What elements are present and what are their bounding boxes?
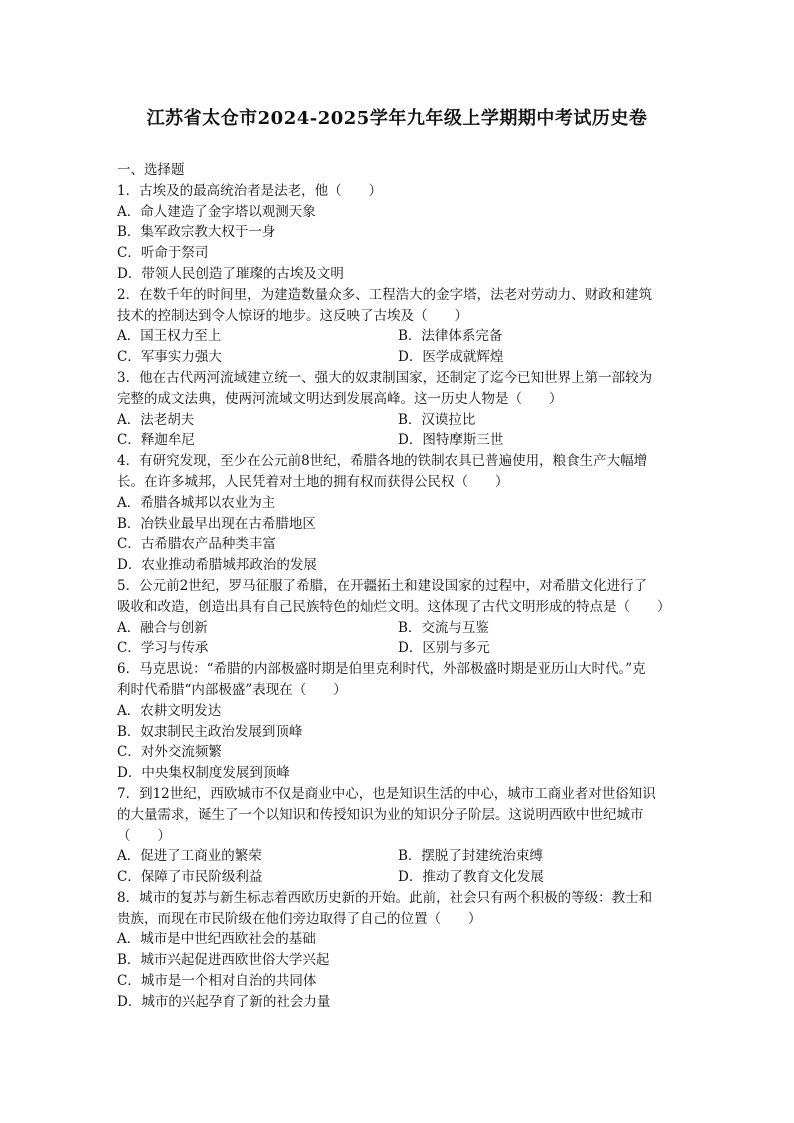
question-2-stem-line2: 技术的控制达到令人惊讶的地步。这反映了古埃及（ ） <box>117 307 468 324</box>
question-3-option-a: A．法老胡夫 <box>117 411 195 428</box>
exam-content <box>117 160 679 1013</box>
question-6 <box>117 659 679 784</box>
question-6-option-c: C．对外交流频繁 <box>117 744 222 761</box>
question-6-stem-line1: 6．马克思说：“希腊的内部极盛时期是伯里克利时代，外部极盛时期是亚历山大时代。”克 <box>117 661 646 678</box>
question-4-stem-line2: 长。在许多城邦，人民凭着对土地的拥有权而获得公民权（ ） <box>117 473 509 490</box>
question-5-option-b: B．交流与互鉴 <box>398 619 489 636</box>
question-5-option-d: D．区别与多元 <box>398 640 490 657</box>
question-7-stem-line1: 7．到12世纪，西欧城市不仅是商业中心，也是知识生活的中心，城市工商业者对世俗知识 <box>117 785 656 802</box>
question-6-option-d: D．中央集权制度发展到顶峰 <box>117 765 290 782</box>
question-7-option-d: D．推动了教育文化发展 <box>398 869 544 886</box>
question-6-option-b: B．奴隶制民主政治发展到顶峰 <box>117 723 303 740</box>
question-4-option-d: D．农业推动希腊城邦政治的发展 <box>117 557 317 574</box>
question-5-options-row2 <box>117 638 679 659</box>
question-6-stem-line2: 利时代希腊“内部极盛”表现在（ ） <box>117 681 347 698</box>
question-7-options-row2 <box>117 867 679 888</box>
question-4-stem-line1: 4．有研究发现，至少在公元前8世纪，希腊各地的铁制农具已普遍使用，粮食生产大幅增 <box>117 453 648 470</box>
question-3-option-b: B．汉谟拉比 <box>398 411 476 428</box>
question-2-option-c: C．军事实力强大 <box>117 349 222 366</box>
question-4 <box>117 451 679 576</box>
question-5-stem-line2: 吸收和改造，创造出具有自己民族特色的灿烂文明。这体现了古代文明形成的特点是（ ） <box>117 598 671 615</box>
question-2-options-row1 <box>117 326 679 347</box>
question-2-option-d: D．医学成就辉煌 <box>398 349 504 366</box>
question-1-option-a: A．命人建造了金字塔以观测天象 <box>117 203 316 220</box>
question-1-option-c: C．听命于祭司 <box>117 245 209 262</box>
question-3 <box>117 368 679 451</box>
page-title: 江苏省太仓市2024-2025学年九年级上学期期中考试历史卷 <box>146 108 648 129</box>
question-3-options-row1 <box>117 410 679 431</box>
question-3-option-d: D．图特摩斯三世 <box>398 432 504 449</box>
question-4-option-a: A．希腊各城邦以农业为主 <box>117 494 276 511</box>
question-2 <box>117 285 679 368</box>
question-7-option-c: C．保障了市民阶级利益 <box>117 869 263 886</box>
question-1 <box>117 181 679 285</box>
question-2-option-a: A．国王权力至上 <box>117 328 222 345</box>
question-1-option-d: D．带领人民创造了璀璨的古埃及文明 <box>117 265 344 282</box>
question-7-stem-line2: 的大量需求，诞生了一个以知识和传授知识为业的知识分子阶层。这说明西欧中世纪城市 <box>117 806 644 823</box>
question-3-option-c: C．释迦牟尼 <box>117 432 195 449</box>
question-4-option-b: B．冶铁业最早出现在古希腊地区 <box>117 515 316 532</box>
question-8-option-a: A．城市是中世纪西欧社会的基础 <box>117 931 316 948</box>
question-7-stem-line3: （ ） <box>117 827 171 844</box>
question-5-option-a: A．融合与创新 <box>117 619 208 636</box>
question-8-option-d: D．城市的兴起孕育了新的社会力量 <box>117 993 331 1010</box>
question-6-option-a: A．农耕文明发达 <box>117 702 222 719</box>
question-1-option-b: B．集军政宗教大权于一身 <box>117 224 276 241</box>
question-8-option-b: B．城市兴起促进西欧世俗大学兴起 <box>117 952 330 969</box>
question-5 <box>117 576 679 659</box>
question-5-options-row1 <box>117 618 679 639</box>
question-8-stem-line1: 8．城市的复苏与新生标志着西欧历史新的开始。此前，社会只有两个积极的等级：教士和 <box>117 889 653 906</box>
question-7-option-b: B．摆脱了封建统治束缚 <box>398 848 543 865</box>
question-5-stem-line1: 5．公元前2世纪，罗马征服了希腊，在开疆拓土和建设国家的过程中，对希腊文化进行了 <box>117 577 648 594</box>
question-3-stem-line1: 3．他在古代两河流域建立统一、强大的奴隶制国家，还制定了迄今已知世界上第一部较为 <box>117 369 653 386</box>
question-2-options-row2 <box>117 347 679 368</box>
question-4-option-c: C．古希腊农产品种类丰富 <box>117 536 276 553</box>
question-3-stem-line2: 完整的成文法典，使两河流域文明达到发展高峰。这一历史人物是（ ） <box>117 390 563 407</box>
question-2-stem-line1: 2．在数千年的时间里，为建造数量众多、工程浩大的金字塔，法老对劳动力、财政和建筑 <box>117 286 653 303</box>
question-5-option-c: C．学习与传承 <box>117 640 209 657</box>
question-8 <box>117 888 679 1013</box>
question-7-option-a: A．促进了工商业的繁荣 <box>117 848 262 865</box>
question-1-stem: 1．古埃及的最高统治者是法老，他（ ） <box>117 182 383 199</box>
question-2-option-b: B．法律体系完备 <box>398 328 503 345</box>
question-7-options-row1 <box>117 846 679 867</box>
section-heading: 一、选择题 <box>117 162 185 178</box>
question-7 <box>117 784 679 888</box>
question-8-stem-line2: 贵族，而现在市民阶级在他们旁边取得了自己的位置（ ） <box>117 910 482 927</box>
question-3-options-row2 <box>117 430 679 451</box>
question-8-option-c: C．城市是一个相对自治的共同体 <box>117 973 317 990</box>
